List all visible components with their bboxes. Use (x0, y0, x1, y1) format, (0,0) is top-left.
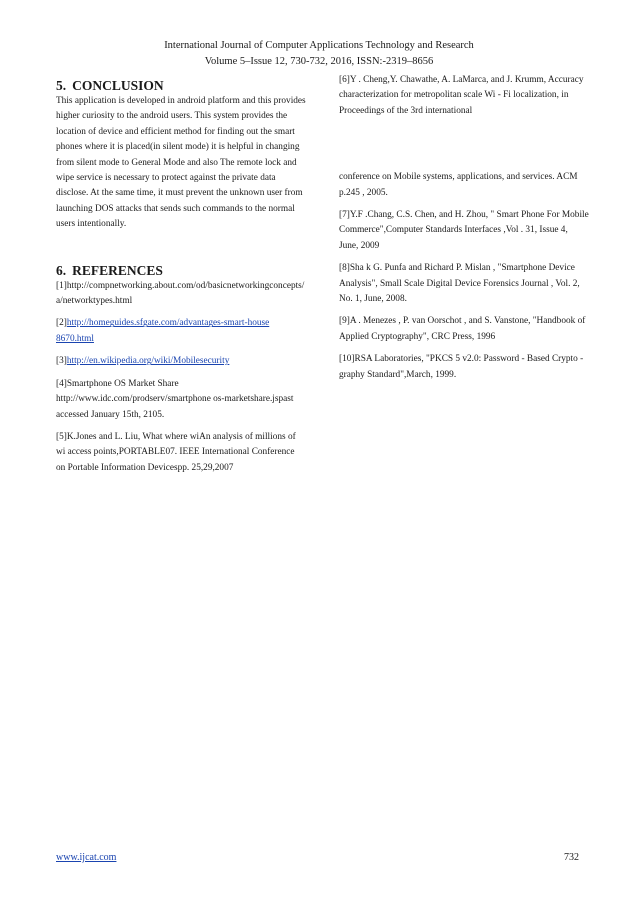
right-column (339, 73, 589, 390)
reference-2-prefix: [2] (56, 318, 67, 329)
reference-10: [10]RSA Laboratories, "PKCS 5 v2.0: Password - Based Crypto - graphy Standard",March, 1999. (339, 354, 584, 380)
reference-2-link[interactable]: http://homeguides.sfgate.com/advantages-smart-house 8670.html (56, 318, 270, 344)
reference-3 (56, 354, 306, 369)
reference-6-part1: [6]Y . Cheng,Y. Chawathe, A. LaMarca, and J. Krumm, Accuracy characterization for metropolitan scale Wi - Fi localization, in Proceedings of the 3rd international (339, 75, 584, 116)
reference-2 (56, 316, 306, 347)
reference-7: [7]Y.F .Chang, C.S. Chen, and H. Zhou, " Smart Phone For Mobile Commerce",Computer Standards Interfaces ,Vol . 31, Issue 4, June, 2009 (339, 210, 589, 251)
references-title: REFERENCES (72, 262, 163, 278)
reference-8: [8]Sha k G. Punfa and Richard P. Mislan , "Smartphone Device Analysis", Small Scale Digital Device Forensics Journal , Vol. 2, No. 1, June, 2008. (339, 263, 580, 305)
reference-5: [5]K.Jones and L. Liu, What where wiAn analysis of millions of wi access points,PORTABLE07. IEEE International Conference on Portable Information Devicespp. 25,29,2007 (56, 431, 296, 473)
journal-header (0, 38, 638, 70)
references-number: 6. (56, 262, 67, 278)
left-column (56, 78, 306, 483)
page-number: 732 (564, 852, 579, 863)
reference-1: [1]http://compnetworking.about.com/od/basicnetworkingconcepts/a/networktypes.html (56, 280, 305, 307)
journal-volume: Volume 5–Issue 12, 730-732, 2016, ISSN:-2319–8656 (204, 56, 434, 67)
conclusion-number: 5. (56, 78, 67, 93)
conclusion-text: This application is developed in android platform and this provides higher curiosity to the android users. This system provides the location of device and efficient method for finding out the smart phones where it is placed(in silent mode) it is helpful in changing from silent mode to General Mode and also The remote lock and wipe service is necessary to protect against the private data disclose. At the same time, it must prevent the unknown user from launching DOS attacks that sends such commands to the normal users intentionally. (56, 96, 306, 230)
reference-4: [4]Smartphone OS Market Share http://www.idc.com/prodserv/smartphone os-marketshare.jspast accessed January 15th, 2105. (56, 378, 294, 420)
conclusion-heading (56, 78, 306, 94)
journal-title: International Journal of Computer Applications Technology and Research (164, 40, 474, 51)
conclusion-title: CONCLUSION (72, 78, 164, 93)
footer-site-link[interactable]: www.ijcat.com (56, 852, 117, 863)
reference-6-part2: conference on Mobile systems, applications, and services. ACM p.245 , 2005. (339, 172, 578, 198)
reference-3-link[interactable]: http://en.wikipedia.org/wiki/Mobilesecurity (66, 356, 230, 367)
reference-9: [9]A . Menezes , P. van Oorschot , and S. Vanstone, "Handbook of Applied Cryptography", CRC Press, 1996 (339, 316, 586, 342)
reference-3-prefix: [3] (56, 356, 67, 367)
references-heading (56, 263, 306, 279)
